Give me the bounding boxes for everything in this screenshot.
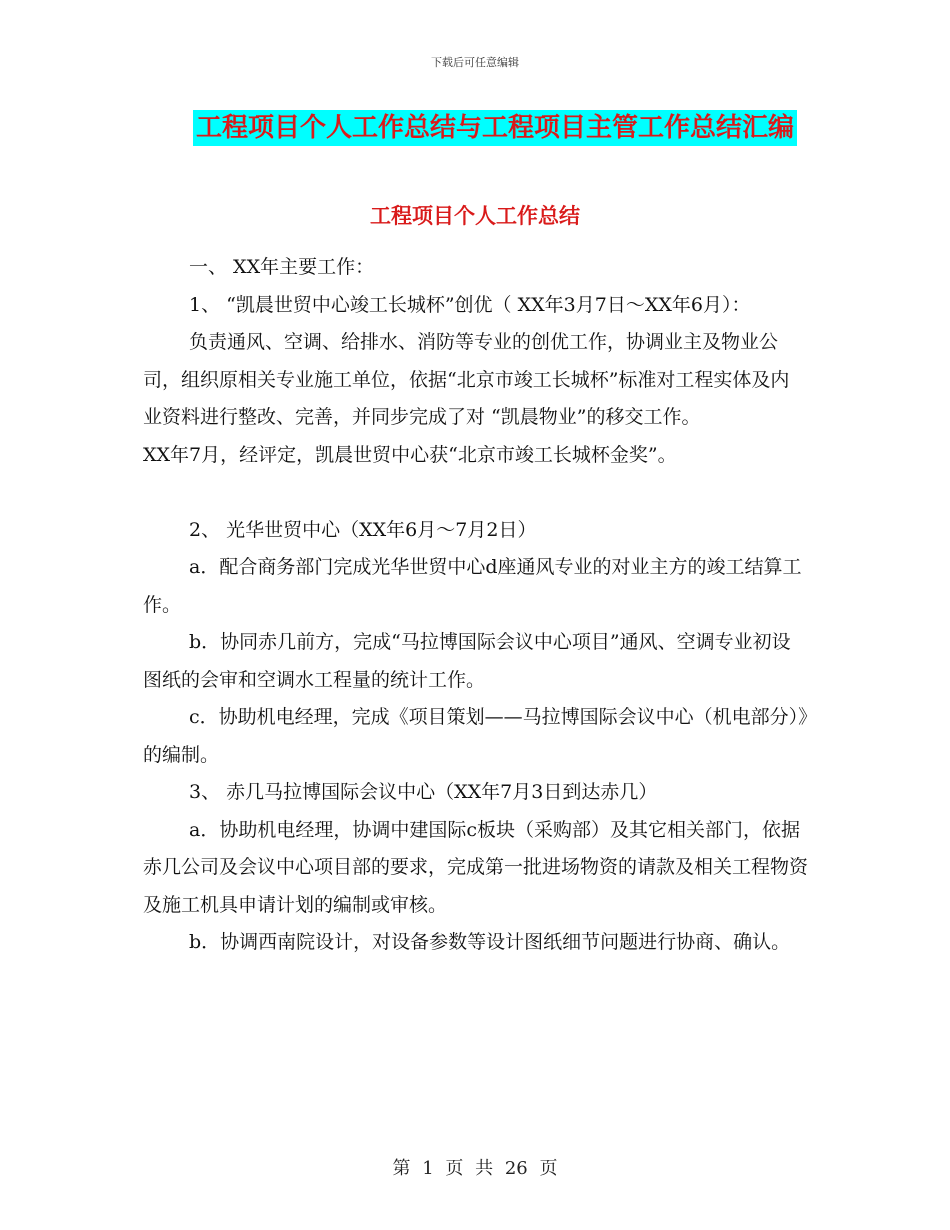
header-note: 下载后可任意编辑 xyxy=(431,56,519,69)
paragraph-gap xyxy=(143,474,808,512)
paragraph-item-1: 1、 “凯晨世贸中心竣工长城杯”创优（ XX年3月7日～XX年6月）： xyxy=(189,293,751,316)
paragraph-result: XX年7月，经评定，凯晨世贸中心获“北京市竣工长城杯金奖”。 xyxy=(143,443,677,466)
paragraph-item-2: 2、 光华世贸中心（XX年6月～7月2日） xyxy=(189,518,537,541)
paragraph-sub-c: c．协助机电经理，完成《项目策划——马拉博国际会议中心（机电部分）》的编制。 xyxy=(143,706,808,766)
page-footer: 第 1 页 共 26 页 xyxy=(392,1158,558,1179)
paragraph-body: 负责通风、空调、给排水、消防等专业的创优工作，协调业主及物业公司，组织原相关专业施工单位，依据“北京市竣工长城杯”标准对工程实体及内业资料进行整改、完善，并同步完成了对 “凯晨物业”的移交工作。 xyxy=(143,331,790,428)
paragraph-sub-b-2: b．协调西南院设计，对设备参数等设计图纸细节问题进行协商、确认。 xyxy=(189,931,791,953)
section-title: 工程项目个人工作总结 xyxy=(370,204,580,228)
main-title: 工程项目个人工作总结与工程项目主管工作总结汇编 xyxy=(193,110,797,146)
paragraph-sub-a: a．配合商务部门完成光华世贸中心d座通风专业的对业主方的竣工结算工作。 xyxy=(143,556,802,616)
paragraph-sub-b: b．协同赤几前方，完成“马拉博国际会议中心项目”通风、空调专业初设图纸的会审和空调水工程量的统计工作。 xyxy=(143,631,791,691)
paragraph-heading-1: 一、 XX年主要工作： xyxy=(189,256,375,278)
paragraph-item-3: 3、 赤几马拉博国际会议中心（XX年7月3日到达赤几） xyxy=(189,781,658,803)
paragraph-sub-a-2: a．协助机电经理，协调中建国际c板块（采购部）及其它相关部门，依据赤几公司及会议中心项目部的要求，完成第一批进场物资的请款及相关工程物资及施工机具申请计划的编制或审核。 xyxy=(143,818,809,916)
document-body xyxy=(143,249,808,962)
